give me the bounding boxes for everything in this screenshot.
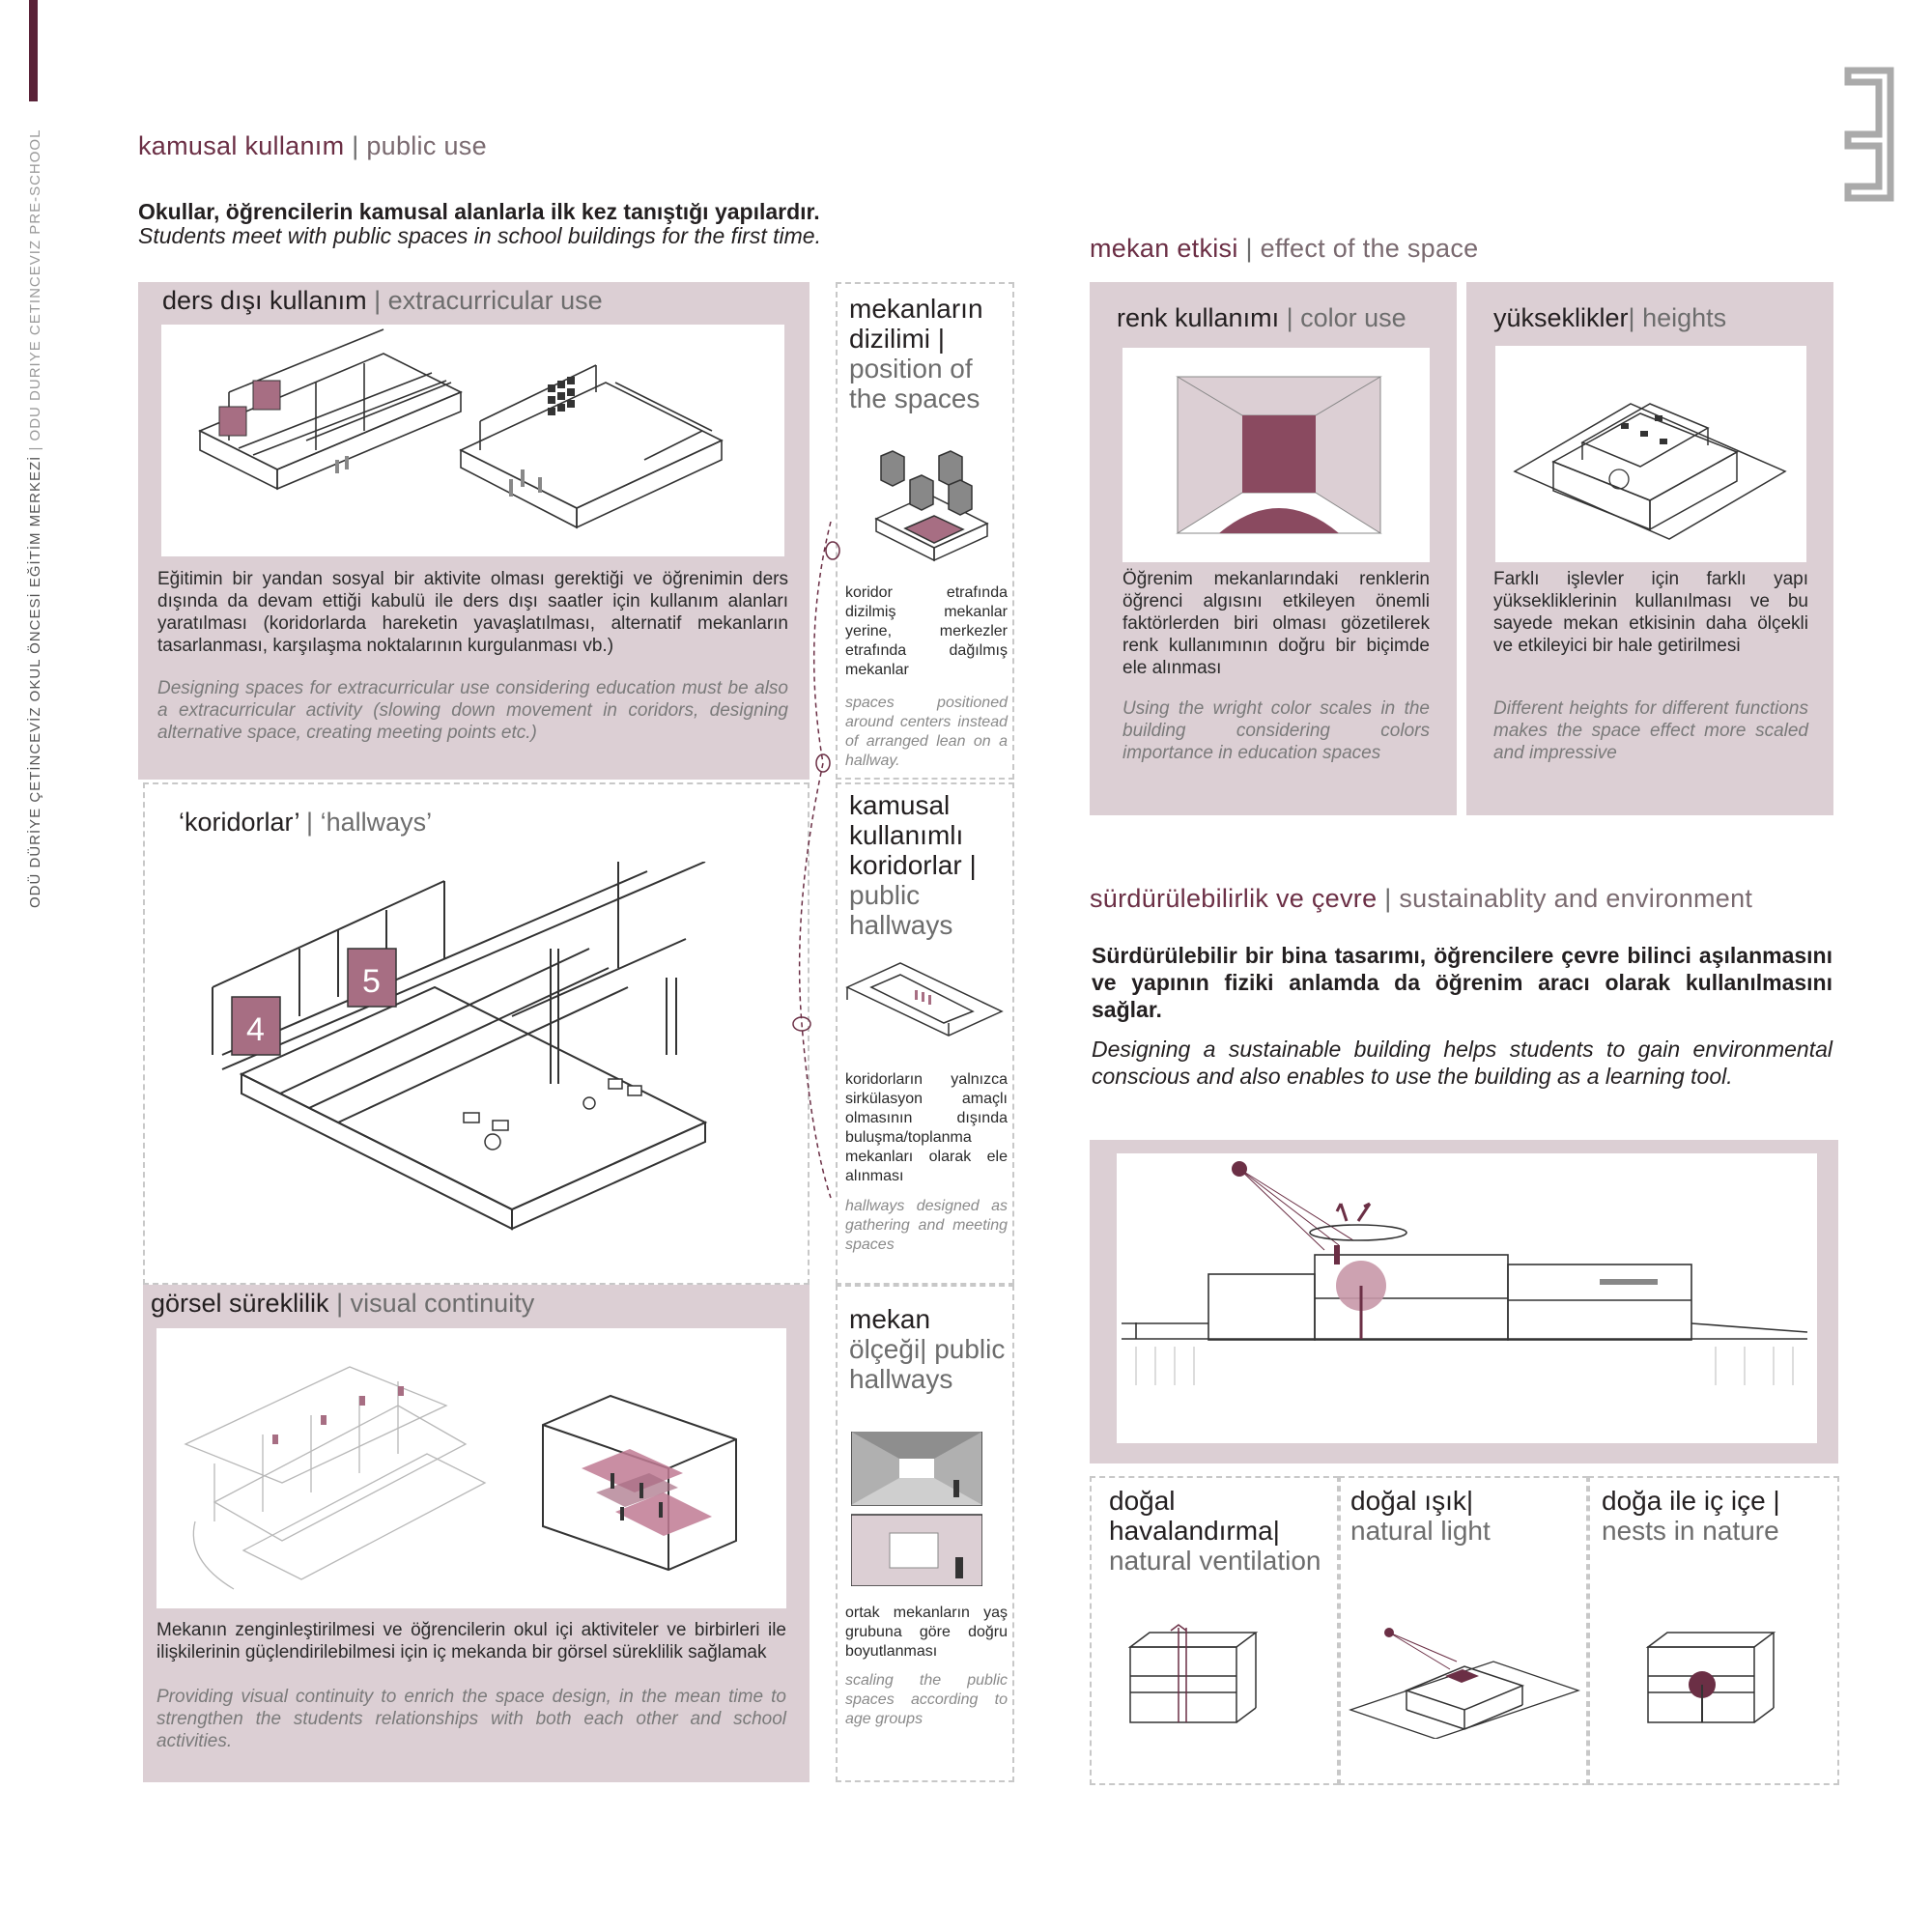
sustainability-lead-en: Designing a sustainable building helps students to gain environmental conscious and also enables to use the building as a learning tool. — [1092, 1037, 1833, 1089]
extracurricular-drawing — [161, 325, 784, 556]
sidebar-bar — [29, 0, 38, 101]
sidebar-label-strong: ODÜ DÜRİYE ÇETİNCEVİZ OKUL ÖNCESİ EĞİTİM MERKEZİ — [27, 455, 43, 908]
section-panel — [1090, 1140, 1838, 1463]
heights-drawing — [1495, 346, 1806, 562]
public-use-lead-tr: Okullar, öğrencilerin kamusal alanlarla ilk kez tanıştığı yapılardır. — [138, 199, 820, 224]
visual-continuity-title: görsel süreklilik | visual continuity — [151, 1289, 535, 1318]
side-card-scale-body-en: scaling the public spaces according to age groups — [845, 1672, 1008, 1727]
ventilation-diagram — [1121, 1623, 1265, 1729]
hallways-number-5: 5 — [362, 963, 381, 1000]
sidebar-label-light: ODU DURIYE CETINCEVIZ PRE-SCHOOL — [27, 128, 43, 441]
heights-body-tr: Farklı işlevler için farklı yapı yüksekliklerinin kullanılması ve bu sayede mekan etkisinin daha ölçekli ve etkileyici bir hale getirilmesi — [1493, 569, 1808, 656]
extracurricular-title: ders dışı kullanım | extracurricular use — [162, 286, 603, 315]
hallways-number-4: 4 — [246, 1011, 265, 1048]
sidebar-separator: | — [27, 440, 43, 456]
side-card-positions-title: mekanların dizilimi | position of the spaces — [849, 294, 983, 413]
extracurricular-panel — [138, 282, 810, 780]
side-card-public-hallways-body-tr: koridorların yalnızca sirkülasyon amaçlı olmasının dışında buluşma/toplanma mekanları olarak ele alınması — [845, 1071, 1008, 1184]
heights-body-en: Different heights for different functions makes the space effect more scaled and impressive — [1493, 698, 1808, 763]
extracurricular-body-tr: Eğitimin bir yandan sosyal bir aktivite olması gerektiği ve öğrenimin ders dışında da devam ettiği kabulü ile ders dışı saatler için kullanım alanları yaratılması (koridorlarda hareketin yavaşlatılması, alternatif mekanların tasarlanması, karşılaşma noktalarının kurgulanması vb.) — [157, 569, 788, 656]
sustainability-title: sürdürülebilirlik ve çevre | sustainablity and environment — [1090, 884, 1753, 913]
side-card-scale-title: mekan ölçeği| public hallways — [849, 1304, 1006, 1394]
heights-title: yükseklikler| heights — [1493, 303, 1727, 332]
card-nests-in-nature — [1588, 1476, 1839, 1785]
side-card-positions-body-en: spaces positioned around centers instead of arranged lean on a hallway. — [845, 695, 1008, 769]
color-use-body-en: Using the wright color scales in the building considering colors importance in education spaces — [1122, 698, 1430, 763]
side-card-scale-body-tr: ortak mekanların yaş grubuna göre doğru boyutlanması — [845, 1605, 1008, 1660]
heights-panel — [1466, 282, 1833, 815]
sidebar-vertical-label — [27, 129, 43, 908]
side-card-scale — [836, 1285, 1014, 1782]
hallways-title: ‘koridorlar’ | ‘hallways’ — [179, 808, 433, 837]
visual-continuity-drawing — [156, 1328, 786, 1608]
visual-continuity-panel — [143, 1285, 810, 1782]
public-use-title: kamusal kullanım | public use — [138, 131, 487, 160]
connector-line — [773, 522, 850, 1217]
hallways-panel — [143, 782, 810, 1285]
section-drawing — [1117, 1153, 1817, 1443]
side-card-public-hallways-title: kamusal kullanımlı koridorlar | public hallways — [849, 790, 977, 940]
nature-diagram — [1638, 1623, 1783, 1729]
natural-light-diagram — [1349, 1623, 1580, 1739]
visual-continuity-body-en: Providing visual continuity to enrich the space design, in the mean time to strengthen the students relationships with both each other and school activities. — [156, 1687, 786, 1751]
color-use-drawing — [1122, 348, 1430, 562]
card-natural-light-title: doğal ışık| natural light — [1350, 1486, 1491, 1546]
side-card-positions-body-tr: koridor etrafında dizilmiş mekanlar yerine, merkezler etrafında dağılmış mekanlar — [845, 584, 1008, 678]
extracurricular-body-en: Designing spaces for extracurricular use considering education must be also a extracurricular activity (slowing down movement in coridors, designing alternative space, creating meeting points etc.) — [157, 678, 788, 743]
side-card-public-hallways — [836, 782, 1014, 1285]
effect-of-space-title: mekan etkisi | effect of the space — [1090, 234, 1479, 263]
side-card-positions — [836, 282, 1014, 780]
hallways-drawing — [203, 862, 782, 1267]
public-use-lead-en: Students meet with public spaces in school buildings for the first time. — [138, 223, 821, 248]
card-natural-ventilation-title: doğal havalandırma| natural ventilation — [1109, 1486, 1321, 1576]
sustainability-lead-tr: Sürdürülebilir bir bina tasarımı, öğrencilere çevre bilinci aşılanmasını ve yapının fiziki anlamda da öğrenim aracı olarak kullanılmasını sağlar. — [1092, 943, 1833, 1022]
side-card-public-hallways-drawing — [842, 944, 1007, 1040]
side-card-scale-drawing — [851, 1432, 982, 1586]
card-natural-light — [1339, 1476, 1588, 1785]
ace-logo — [1840, 63, 1898, 208]
card-nests-in-nature-title: doğa ile iç içe | nests in nature — [1602, 1486, 1780, 1546]
color-use-panel — [1090, 282, 1457, 815]
side-card-positions-drawing — [857, 446, 1002, 572]
color-use-title: renk kullanımı | color use — [1117, 303, 1406, 332]
side-card-public-hallways-body-en: hallways designed as gathering and meeting spaces — [845, 1198, 1008, 1253]
color-use-body-tr: Öğrenim mekanlarındaki renklerin öğrenci algısını etkileyen önemli faktörlerden biri olması gözetilerek renk kullanımının doğru bir biçimde ele alınması — [1122, 569, 1430, 678]
card-natural-ventilation — [1090, 1476, 1339, 1785]
visual-continuity-body-tr: Mekanın zenginleştirilmesi ve öğrencilerin okul içi aktiviteler ve birbirleri ile ilişkilerinin güçlendirilebilmesi için iç mekanda bir görsel süreklilik sağlamak — [156, 1620, 786, 1662]
